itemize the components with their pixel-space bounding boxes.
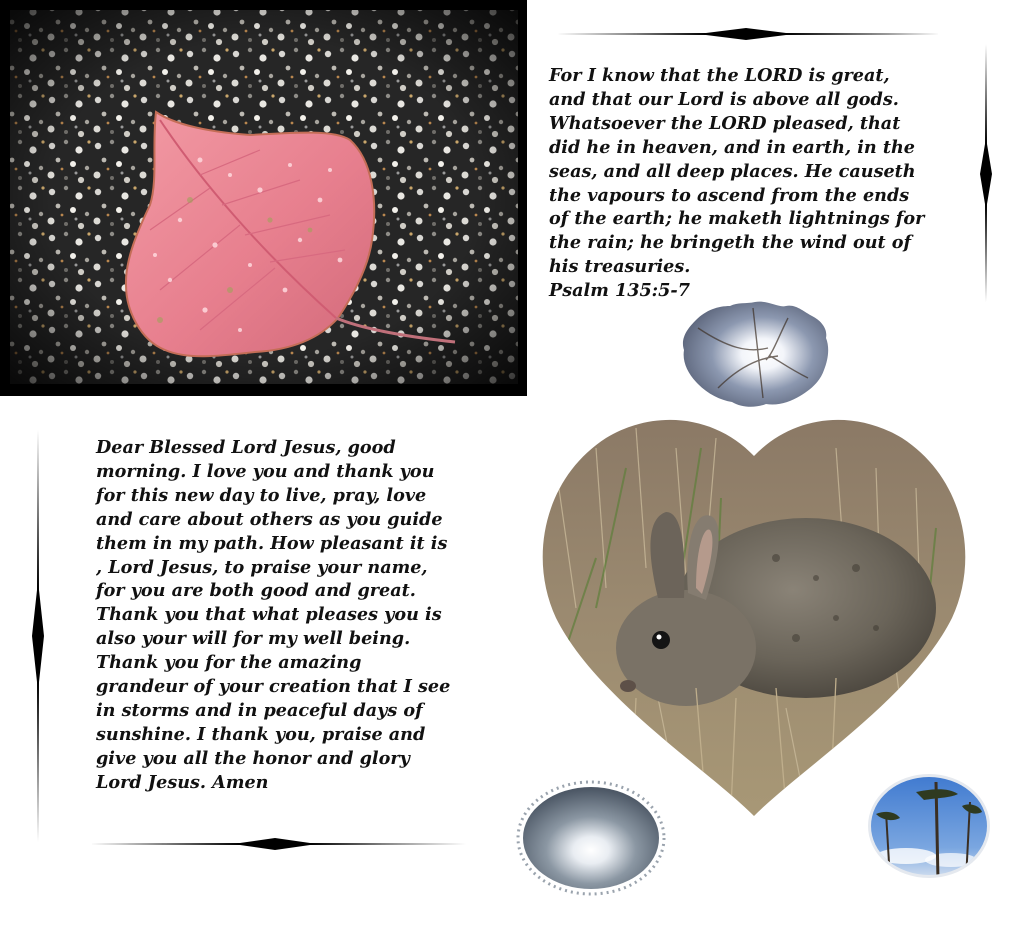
right-divider (978, 44, 994, 302)
left-divider (30, 430, 46, 842)
prayer-line: Dear Blessed Lord Jesus, good (96, 437, 396, 458)
bottom-divider (90, 836, 466, 852)
top-divider (556, 26, 940, 42)
prayer-line: for this new day to live, pray, love (96, 484, 427, 506)
scripture-line: and that our Lord is above all gods. (549, 88, 899, 110)
prayer-line: in storms and in peaceful days of (96, 699, 423, 721)
scripture-line: the vapours to ascend from the ends (549, 184, 910, 206)
prayer-line: , Lord Jesus, to praise your name, (96, 556, 428, 578)
prayer-line: morning. I love you and thank you (96, 460, 435, 482)
prayer-line: Lord Jesus. Amen (96, 771, 269, 793)
scripture-line: of the earth; he maketh lightnings for (549, 208, 925, 230)
prayer-line: Thank you for the amazing (96, 652, 362, 674)
tall-pines-photo (866, 772, 992, 880)
scripture-block (549, 64, 924, 303)
prayer-block (96, 436, 450, 795)
leaf-photo (0, 0, 527, 396)
sun-branches-photo (678, 298, 832, 410)
prayer-line: give you all the honor and glory (96, 747, 410, 769)
scripture-line: did he in heaven, and in earth, in the (549, 136, 915, 158)
prayer-line: Thank you that what pleases you is (96, 604, 442, 626)
scripture-line: Whatsoever the LORD pleased, that (549, 112, 901, 134)
cloudy-sun-photo (516, 780, 666, 896)
prayer-line: sunshine. I thank you, praise and (96, 723, 426, 745)
rabbit-heart-photo (536, 408, 972, 820)
scripture-line: the rain; he bringeth the wind out of (549, 232, 912, 254)
prayer-line: for you are both good and great. (96, 580, 416, 602)
scripture-line: For I know that the LORD is great, (549, 65, 890, 86)
prayer-line: them in my path. How pleasant it is (96, 532, 448, 554)
prayer-line: also your will for my well being. (96, 628, 411, 650)
prayer-line: and care about others as you guide (96, 508, 443, 530)
prayer-line: grandeur of your creation that I see (96, 676, 451, 698)
scripture-line: his treasuries. (549, 256, 691, 278)
scripture-reference: Psalm 135:5-7 (549, 280, 690, 302)
scripture-line: seas, and all deep places. He causeth (549, 160, 916, 182)
